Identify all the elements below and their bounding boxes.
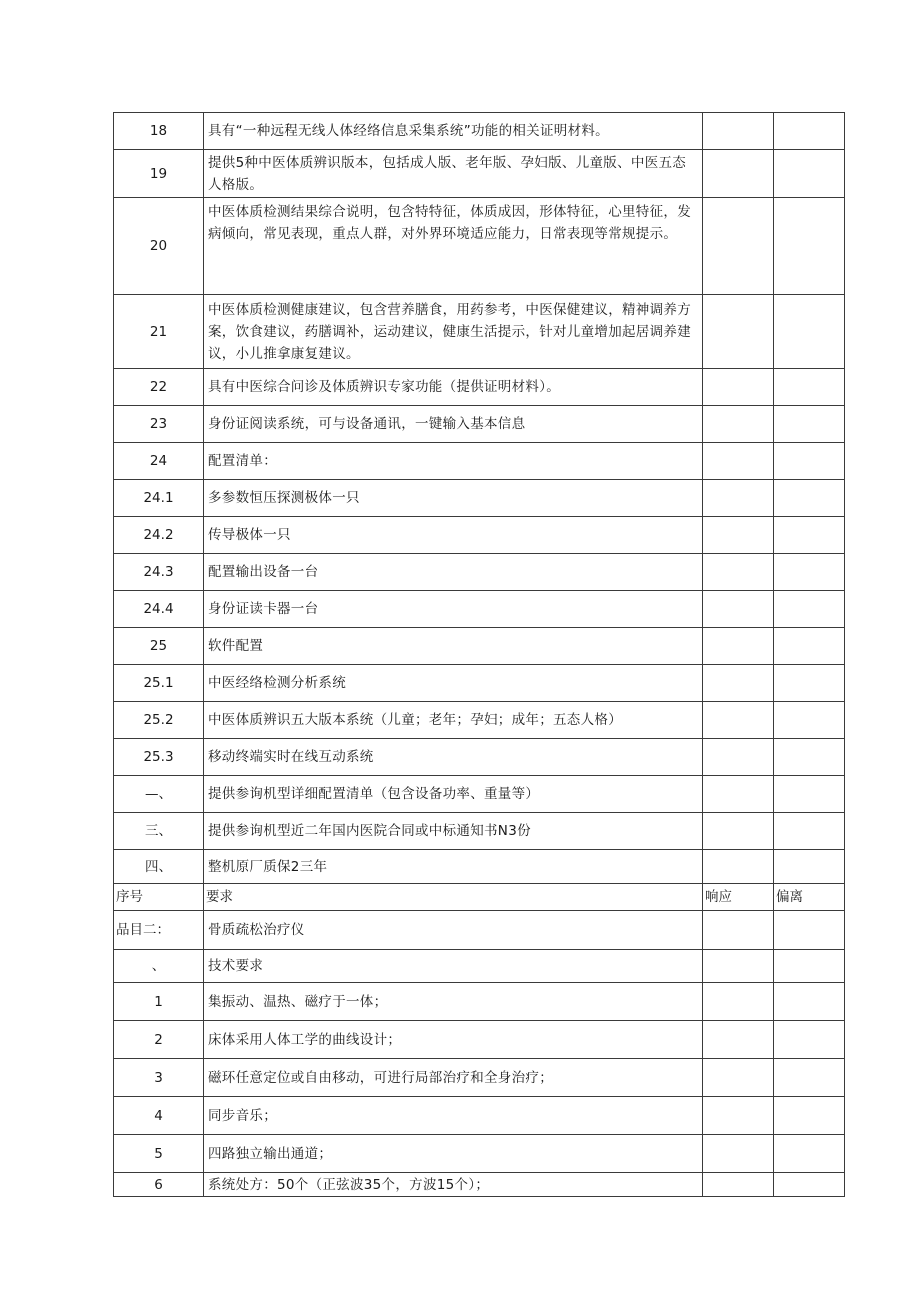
row-number: 25.3 bbox=[114, 739, 204, 776]
response-cell bbox=[703, 295, 774, 369]
row-number: 4 bbox=[114, 1097, 204, 1135]
row-number: 25.1 bbox=[114, 665, 204, 702]
row-requirement: 提供参询机型详细配置清单（包含设备功率、重量等） bbox=[204, 776, 703, 813]
row-requirement: 中医经络检测分析系统 bbox=[204, 665, 703, 702]
response-cell bbox=[703, 198, 774, 295]
response-cell bbox=[703, 591, 774, 628]
row-number: —、 bbox=[114, 776, 204, 813]
row-requirement: 多参数恒压探测极体一只 bbox=[204, 480, 703, 517]
row-requirement: 中医体质辨识五大版本系统（儿童；老年；孕妇；成年；五态人格） bbox=[204, 702, 703, 739]
table-row bbox=[114, 113, 845, 150]
row-requirement: 软件配置 bbox=[204, 628, 703, 665]
deviation-cell bbox=[774, 113, 845, 150]
response-cell bbox=[703, 113, 774, 150]
row-requirement: 具有中医综合问诊及体质辨识专家功能（提供证明材料）。 bbox=[204, 369, 703, 406]
deviation-cell bbox=[774, 702, 845, 739]
table-row bbox=[114, 1173, 845, 1197]
table-row bbox=[114, 776, 845, 813]
response-cell bbox=[703, 517, 774, 554]
deviation-cell bbox=[774, 850, 845, 884]
row-number: 20 bbox=[114, 198, 204, 295]
response-cell bbox=[703, 1135, 774, 1173]
deviation-cell bbox=[774, 517, 845, 554]
deviation-cell bbox=[774, 480, 845, 517]
row-number: 24.3 bbox=[114, 554, 204, 591]
row-requirement: 身份证阅读系统，可与设备通讯，一键输入基本信息 bbox=[204, 406, 703, 443]
deviation-cell bbox=[774, 1021, 845, 1059]
table-row bbox=[114, 480, 845, 517]
header-deviation: 偏离 bbox=[774, 884, 845, 911]
item-label: 品目二： bbox=[114, 911, 204, 950]
response-cell bbox=[703, 911, 774, 950]
table-row bbox=[114, 443, 845, 480]
row-number: 24.4 bbox=[114, 591, 204, 628]
table-row bbox=[114, 1135, 845, 1173]
response-cell bbox=[703, 950, 774, 983]
deviation-cell bbox=[774, 369, 845, 406]
item-name: 骨质疏松治疗仪 bbox=[204, 911, 703, 950]
table-header-row bbox=[114, 884, 845, 911]
section-row bbox=[114, 950, 845, 983]
header-response: 响应 bbox=[703, 884, 774, 911]
row-requirement: 移动终端实时在线互动系统 bbox=[204, 739, 703, 776]
response-cell bbox=[703, 443, 774, 480]
table-row bbox=[114, 665, 845, 702]
row-number: 22 bbox=[114, 369, 204, 406]
table-row bbox=[114, 1059, 845, 1097]
row-requirement: 配置清单： bbox=[204, 443, 703, 480]
deviation-cell bbox=[774, 739, 845, 776]
row-requirement: 四路独立输出通道； bbox=[204, 1135, 703, 1173]
deviation-cell bbox=[774, 150, 845, 198]
row-requirement: 中医体质检测结果综合说明，包含特特征，体质成因，形体特征，心里特征，发病倾向，常见表现，重点人群，对外界环境适应能力，日常表现等常规提示。 bbox=[204, 198, 703, 295]
response-cell bbox=[703, 480, 774, 517]
row-number: 23 bbox=[114, 406, 204, 443]
table-row bbox=[114, 406, 845, 443]
table-row bbox=[114, 150, 845, 198]
deviation-cell bbox=[774, 591, 845, 628]
response-cell bbox=[703, 983, 774, 1021]
section-title: 技术要求 bbox=[204, 950, 703, 983]
deviation-cell bbox=[774, 198, 845, 295]
row-requirement: 传导极体一只 bbox=[204, 517, 703, 554]
requirements-table bbox=[113, 112, 845, 1197]
row-number: 24 bbox=[114, 443, 204, 480]
deviation-cell bbox=[774, 665, 845, 702]
item-title-row bbox=[114, 911, 845, 950]
deviation-cell bbox=[774, 983, 845, 1021]
row-number: 21 bbox=[114, 295, 204, 369]
deviation-cell bbox=[774, 443, 845, 480]
deviation-cell bbox=[774, 295, 845, 369]
row-requirement: 整机原厂质保2三年 bbox=[204, 850, 703, 884]
row-number: 四、 bbox=[114, 850, 204, 884]
response-cell bbox=[703, 776, 774, 813]
deviation-cell bbox=[774, 776, 845, 813]
header-requirement: 要求 bbox=[204, 884, 703, 911]
deviation-cell bbox=[774, 1059, 845, 1097]
table-row bbox=[114, 983, 845, 1021]
response-cell bbox=[703, 628, 774, 665]
table-row bbox=[114, 295, 845, 369]
table-row bbox=[114, 517, 845, 554]
row-number: 2 bbox=[114, 1021, 204, 1059]
deviation-cell bbox=[774, 1173, 845, 1197]
row-requirement: 提供5种中医体质辨识版本，包括成人版、老年版、孕妇版、儿童版、中医五态人格版。 bbox=[204, 150, 703, 198]
row-number: 19 bbox=[114, 150, 204, 198]
response-cell bbox=[703, 1097, 774, 1135]
table-row bbox=[114, 591, 845, 628]
row-requirement: 同步音乐； bbox=[204, 1097, 703, 1135]
row-number: 1 bbox=[114, 983, 204, 1021]
response-cell bbox=[703, 150, 774, 198]
row-number: 24.2 bbox=[114, 517, 204, 554]
row-requirement: 床体采用人体工学的曲线设计； bbox=[204, 1021, 703, 1059]
table-row bbox=[114, 739, 845, 776]
row-requirement: 中医体质检测健康建议，包含营养膳食，用药参考，中医保健建议，精神调养方案，饮食建议，药膳调补，运动建议，健康生活提示，针对儿童增加起居调养建议，小儿推拿康复建议。 bbox=[204, 295, 703, 369]
row-number: 18 bbox=[114, 113, 204, 150]
table-row bbox=[114, 628, 845, 665]
response-cell bbox=[703, 406, 774, 443]
response-cell bbox=[703, 1021, 774, 1059]
row-number: 3 bbox=[114, 1059, 204, 1097]
row-requirement: 磁环任意定位或自由移动，可进行局部治疗和全身治疗； bbox=[204, 1059, 703, 1097]
header-seq: 序号 bbox=[114, 884, 204, 911]
deviation-cell bbox=[774, 554, 845, 591]
response-cell bbox=[703, 813, 774, 850]
deviation-cell bbox=[774, 1097, 845, 1135]
row-requirement: 配置输出设备一台 bbox=[204, 554, 703, 591]
table-row bbox=[114, 813, 845, 850]
response-cell bbox=[703, 665, 774, 702]
row-number: 25.2 bbox=[114, 702, 204, 739]
response-cell bbox=[703, 369, 774, 406]
table-row bbox=[114, 850, 845, 884]
deviation-cell bbox=[774, 950, 845, 983]
response-cell bbox=[703, 554, 774, 591]
response-cell bbox=[703, 702, 774, 739]
deviation-cell bbox=[774, 911, 845, 950]
section-mark: 、 bbox=[114, 950, 204, 983]
row-requirement: 集振动、温热、磁疗于一体； bbox=[204, 983, 703, 1021]
table-row bbox=[114, 198, 845, 295]
row-number: 25 bbox=[114, 628, 204, 665]
table-row bbox=[114, 554, 845, 591]
row-requirement: 提供参询机型近二年国内医院合同或中标通知书N3份 bbox=[204, 813, 703, 850]
table-row bbox=[114, 702, 845, 739]
deviation-cell bbox=[774, 1135, 845, 1173]
deviation-cell bbox=[774, 628, 845, 665]
response-cell bbox=[703, 739, 774, 776]
row-requirement: 身份证读卡器一台 bbox=[204, 591, 703, 628]
table-row bbox=[114, 1021, 845, 1059]
row-requirement: 系统处方：50个（正弦波35个，方波15个）； bbox=[204, 1173, 703, 1197]
table-row bbox=[114, 1097, 845, 1135]
row-number: 三、 bbox=[114, 813, 204, 850]
deviation-cell bbox=[774, 813, 845, 850]
response-cell bbox=[703, 850, 774, 884]
row-number: 5 bbox=[114, 1135, 204, 1173]
row-number: 6 bbox=[114, 1173, 204, 1197]
row-requirement: 具有“一种远程无线人体经络信息采集系统”功能的相关证明材料。 bbox=[204, 113, 703, 150]
deviation-cell bbox=[774, 406, 845, 443]
table-row bbox=[114, 369, 845, 406]
row-number: 24.1 bbox=[114, 480, 204, 517]
response-cell bbox=[703, 1173, 774, 1197]
response-cell bbox=[703, 1059, 774, 1097]
